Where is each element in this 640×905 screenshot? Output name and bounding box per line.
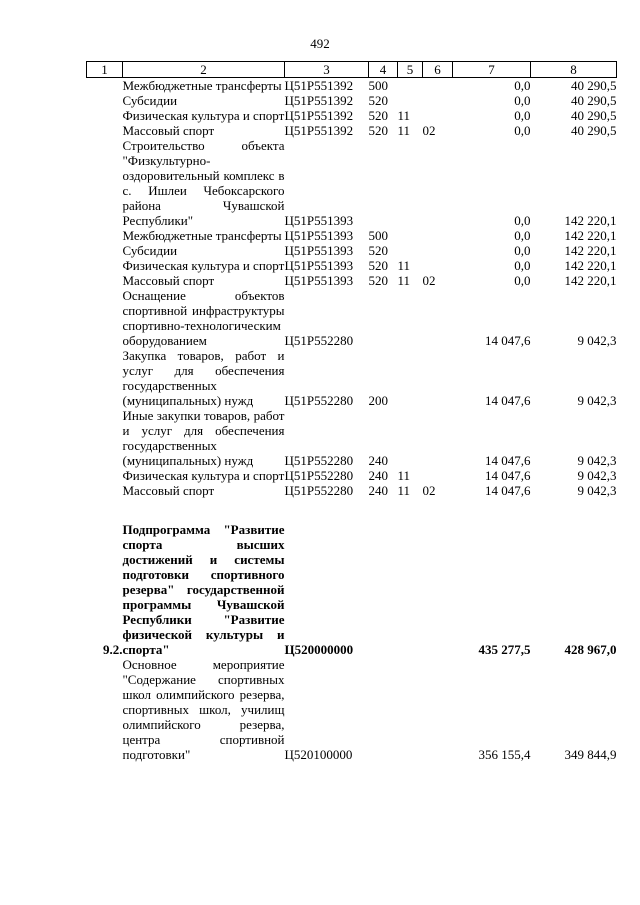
item-name: Межбюджетные трансферты [122,78,282,93]
target-code: Ц51Р551393 [284,273,354,288]
section [398,93,423,108]
table-row [87,408,617,468]
subsection [423,108,453,123]
row-number [87,408,123,468]
row-number [87,258,123,273]
expense-type: 240 [368,483,388,498]
expense-type: 520 [368,108,388,123]
row-number [87,93,123,108]
section [398,78,423,94]
target-code: Ц51Р551392 [284,93,354,108]
table-row [87,78,617,94]
amount-col7: 435 277,5 [478,642,531,657]
target-code: Ц51Р551393 [284,213,354,228]
table-row [87,273,617,288]
table-row [87,288,617,348]
amount-col7: 0,0 [514,228,531,243]
expense-type: 200 [368,393,388,408]
amount-col7: 0,0 [514,78,531,93]
table-row [87,123,617,138]
section [398,348,423,408]
subsection: 02 [422,273,436,288]
row-number: 9.2. [103,642,123,657]
subsection: 02 [422,483,436,498]
expense-type [369,138,398,228]
item-name: Субсидии [122,93,178,108]
table-row [87,138,617,228]
amount-col7: 14 047,6 [485,333,531,348]
amount-col8: 428 967,0 [564,642,617,657]
row-number [87,273,123,288]
amount-col8: 142 220,1 [564,273,617,288]
table-row [87,657,617,762]
subsection [423,522,453,657]
row-number [87,108,123,123]
item-name: Физическая культура и спорт [122,468,285,483]
section [398,228,423,243]
target-code: Ц51Р551392 [284,123,354,138]
item-name: Подпрограмма "Развитие спорта высших достижений и системы подготовки спортивного резерва" государственной программы Чувашской Республики "Развитие физической культуры и спорта" [122,522,285,657]
item-name: Массовый спорт [122,483,215,498]
amount-col7: 14 047,6 [485,453,531,468]
section: 11 [397,468,411,483]
item-name: Массовый спорт [122,123,215,138]
row-number [87,123,123,138]
target-code: Ц51Р552280 [284,333,354,348]
item-name: Строительство объекта "Физкультурно-оздоровительный комплекс в с. Ишлеи Чебоксарского района Чувашской Республики" [122,138,285,228]
table-row [87,258,617,273]
section: 11 [397,108,411,123]
amount-col8: 9 042,3 [577,333,617,348]
row-number [87,78,123,94]
target-code: Ц51Р551392 [284,78,354,93]
expense-type: 520 [368,258,388,273]
amount-col8: 142 220,1 [564,213,617,228]
expense-type: 240 [368,453,388,468]
amount-col8: 142 220,1 [564,228,617,243]
page-number: 492 [310,36,330,51]
amount-col7: 0,0 [514,108,531,123]
item-name: Физическая культура и спорт [122,258,285,273]
target-code: Ц51Р552280 [284,483,354,498]
table-row [87,228,617,243]
target-code: Ц51Р552280 [284,393,354,408]
subsection [423,288,453,348]
subsection [423,468,453,483]
expense-type: 500 [368,228,388,243]
amount-col8: 9 042,3 [577,453,617,468]
amount-col8: 9 042,3 [577,468,617,483]
column-header: 7 [453,62,531,78]
target-code: Ц51Р552280 [284,468,354,483]
budget-table [86,61,617,762]
section [398,657,423,762]
amount-col7: 14 047,6 [485,393,531,408]
subsection [423,258,453,273]
row-number [87,228,123,243]
target-code: Ц51Р552280 [284,453,354,468]
amount-col8: 349 844,9 [564,747,617,762]
column-numbers-row [87,62,617,78]
item-name: Физическая культура и спорт [122,108,285,123]
amount-col7: 0,0 [514,93,531,108]
table-row [87,348,617,408]
expense-type [369,657,398,762]
spacer-row [87,498,617,522]
section [398,408,423,468]
subsection [423,78,453,94]
expense-type [369,288,398,348]
amount-col8: 40 290,5 [571,93,617,108]
subsection [423,408,453,468]
amount-col8: 142 220,1 [564,243,617,258]
section [398,243,423,258]
row-number [87,138,123,228]
section: 11 [397,123,411,138]
amount-col8: 9 042,3 [577,483,617,498]
table-row [87,483,617,498]
target-code: Ц51Р551392 [284,108,354,123]
amount-col8: 40 290,5 [571,123,617,138]
item-name: Закупка товаров, работ и услуг для обеспечения государственных (муниципальных) нужд [122,348,285,408]
amount-col7: 0,0 [514,123,531,138]
column-header: 3 [285,62,369,78]
table-body [87,78,617,763]
subsection [423,348,453,408]
column-header: 2 [123,62,285,78]
item-name: Оснащение объектов спортивной инфраструктуры спортивно-технологическим оборудованием [122,288,285,348]
subsection: 02 [422,123,436,138]
section [398,288,423,348]
expense-type [369,522,398,657]
amount-col7: 356 155,4 [478,747,531,762]
subsection [423,657,453,762]
section: 11 [397,273,411,288]
amount-col7: 14 047,6 [485,468,531,483]
amount-col8: 9 042,3 [577,393,617,408]
row-number [87,483,123,498]
target-code: Ц51Р551393 [284,258,354,273]
amount-col7: 0,0 [514,258,531,273]
row-number [87,348,123,408]
amount-col8: 40 290,5 [571,108,617,123]
item-name: Иные закупки товаров, работ и услуг для обеспечения государственных (муниципальных) нужд [122,408,285,468]
row-number [87,657,123,762]
subsection [423,228,453,243]
row-number [87,468,123,483]
expense-type: 240 [368,468,388,483]
section: 11 [397,483,411,498]
amount-col7: 0,0 [514,243,531,258]
item-name: Основное мероприятие "Содержание спортивных школ олимпийского резерва, спортивных школ, училищ олимпийского резерва, центра спортивной подготовки" [122,657,285,762]
subsection [423,93,453,108]
item-name: Межбюджетные трансферты [122,228,282,243]
section [398,522,423,657]
column-header: 6 [423,62,453,78]
row-number [87,243,123,258]
expense-type: 500 [368,78,388,93]
amount-col7: 14 047,6 [485,483,531,498]
table-row [87,243,617,258]
amount-col7: 0,0 [514,273,531,288]
item-name: Субсидии [122,243,178,258]
table-row [87,522,617,657]
target-code: Ц520100000 [284,747,353,762]
amount-col8: 142 220,1 [564,258,617,273]
table-row [87,108,617,123]
subsection [423,138,453,228]
column-header: 8 [531,62,617,78]
table-row [87,468,617,483]
item-name: Массовый спорт [122,273,215,288]
amount-col7: 0,0 [514,213,531,228]
column-header: 4 [369,62,398,78]
row-number [87,288,123,348]
expense-type: 520 [368,273,388,288]
expense-type: 520 [368,123,388,138]
target-code: Ц51Р551393 [284,228,354,243]
subsection [423,243,453,258]
section [398,138,423,228]
target-code: Ц51Р551393 [284,243,354,258]
table-row [87,93,617,108]
column-header: 5 [398,62,423,78]
section: 11 [397,258,411,273]
expense-type: 520 [368,93,388,108]
amount-col8: 40 290,5 [571,78,617,93]
expense-type: 520 [368,243,388,258]
column-header: 1 [87,62,123,78]
target-code: Ц520000000 [284,642,354,657]
